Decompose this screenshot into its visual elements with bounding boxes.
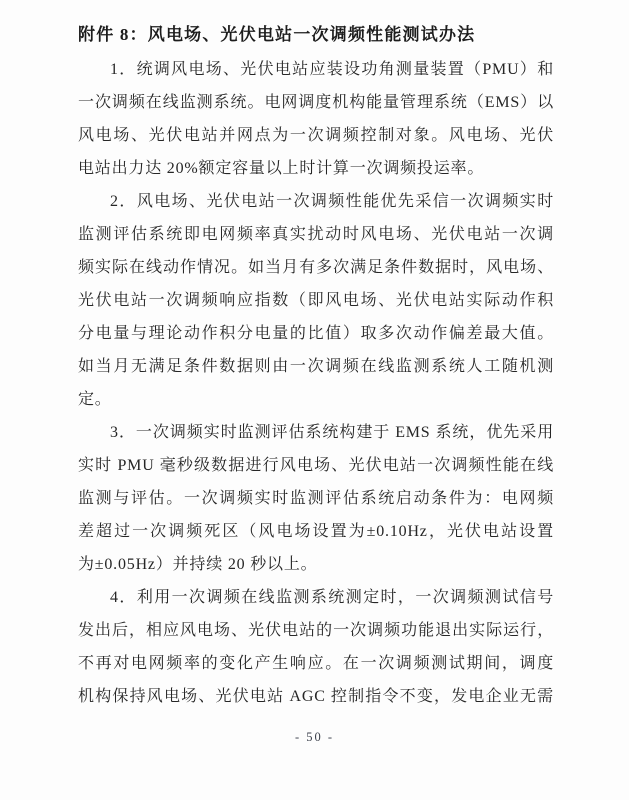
text-line: 电站出力达 20%额定容量以上时计算一次调频投运率。 xyxy=(78,160,485,177)
text-line: 3．一次调频实时监测评估系统构建于 EMS 系统，优先采用 xyxy=(110,424,554,441)
document-title: 附件 8：风电场、光伏电站一次调频性能测试办法 xyxy=(78,25,476,44)
text-line: 4．利用一次调频在线监测系统测定时，一次调频测试信号 xyxy=(110,589,554,606)
text-line: 差超过一次调频死区（风电场设置为±0.10Hz，光伏电站设置 xyxy=(78,523,554,540)
text-line: 光伏电站一次调频响应指数（即风电场、光伏电站实际动作积 xyxy=(78,292,554,309)
paragraph-2 xyxy=(78,185,554,416)
paragraph-1 xyxy=(78,53,554,185)
text-line: 风电场、光伏电站并网点为一次调频控制对象。风电场、光伏 xyxy=(78,127,554,144)
text-line: 1．统调风电场、光伏电站应装设功角测量装置（PMU）和 xyxy=(110,61,554,78)
text-line: 监测评估系统即电网频率真实扰动时风电场、光伏电站一次调 xyxy=(78,226,554,243)
text-line: 发出后，相应风电场、光伏电站的一次调频功能退出实际运行， xyxy=(78,622,554,639)
paragraph-4 xyxy=(78,581,554,713)
paragraph-3 xyxy=(78,416,554,581)
text-line: 2．风电场、光伏电站一次调频性能优先采信一次调频实时 xyxy=(110,193,554,210)
text-line: 机构保持风电场、光伏电站 AGC 控制指令不变，发电企业无需 xyxy=(78,688,554,705)
text-line: 分电量与理论动作积分电量的比值）取多次动作偏差最大值。 xyxy=(78,325,554,342)
text-line: 为±0.05Hz）并持续 20 秒以上。 xyxy=(78,556,318,573)
text-line: 监测与评估。一次调频实时监测评估系统启动条件为：电网频 xyxy=(78,490,554,507)
text-line: 实时 PMU 毫秒级数据进行风电场、光伏电站一次调频性能在线 xyxy=(78,457,554,474)
text-line: 不再对电网频率的变化产生响应。在一次调频测试期间，调度 xyxy=(78,655,554,672)
page-number: - 50 - xyxy=(294,730,335,744)
text-line: 一次调频在线监测系统。电网调度机构能量管理系统（EMS）以 xyxy=(78,94,554,111)
text-line: 如当月无满足条件数据则由一次调频在线监测系统人工随机测 xyxy=(78,358,554,375)
document-body xyxy=(78,20,554,713)
text-line: 频实际在线动作情况。如当月有多次满足条件数据时，风电场、 xyxy=(78,259,554,276)
text-line: 定。 xyxy=(78,391,112,408)
